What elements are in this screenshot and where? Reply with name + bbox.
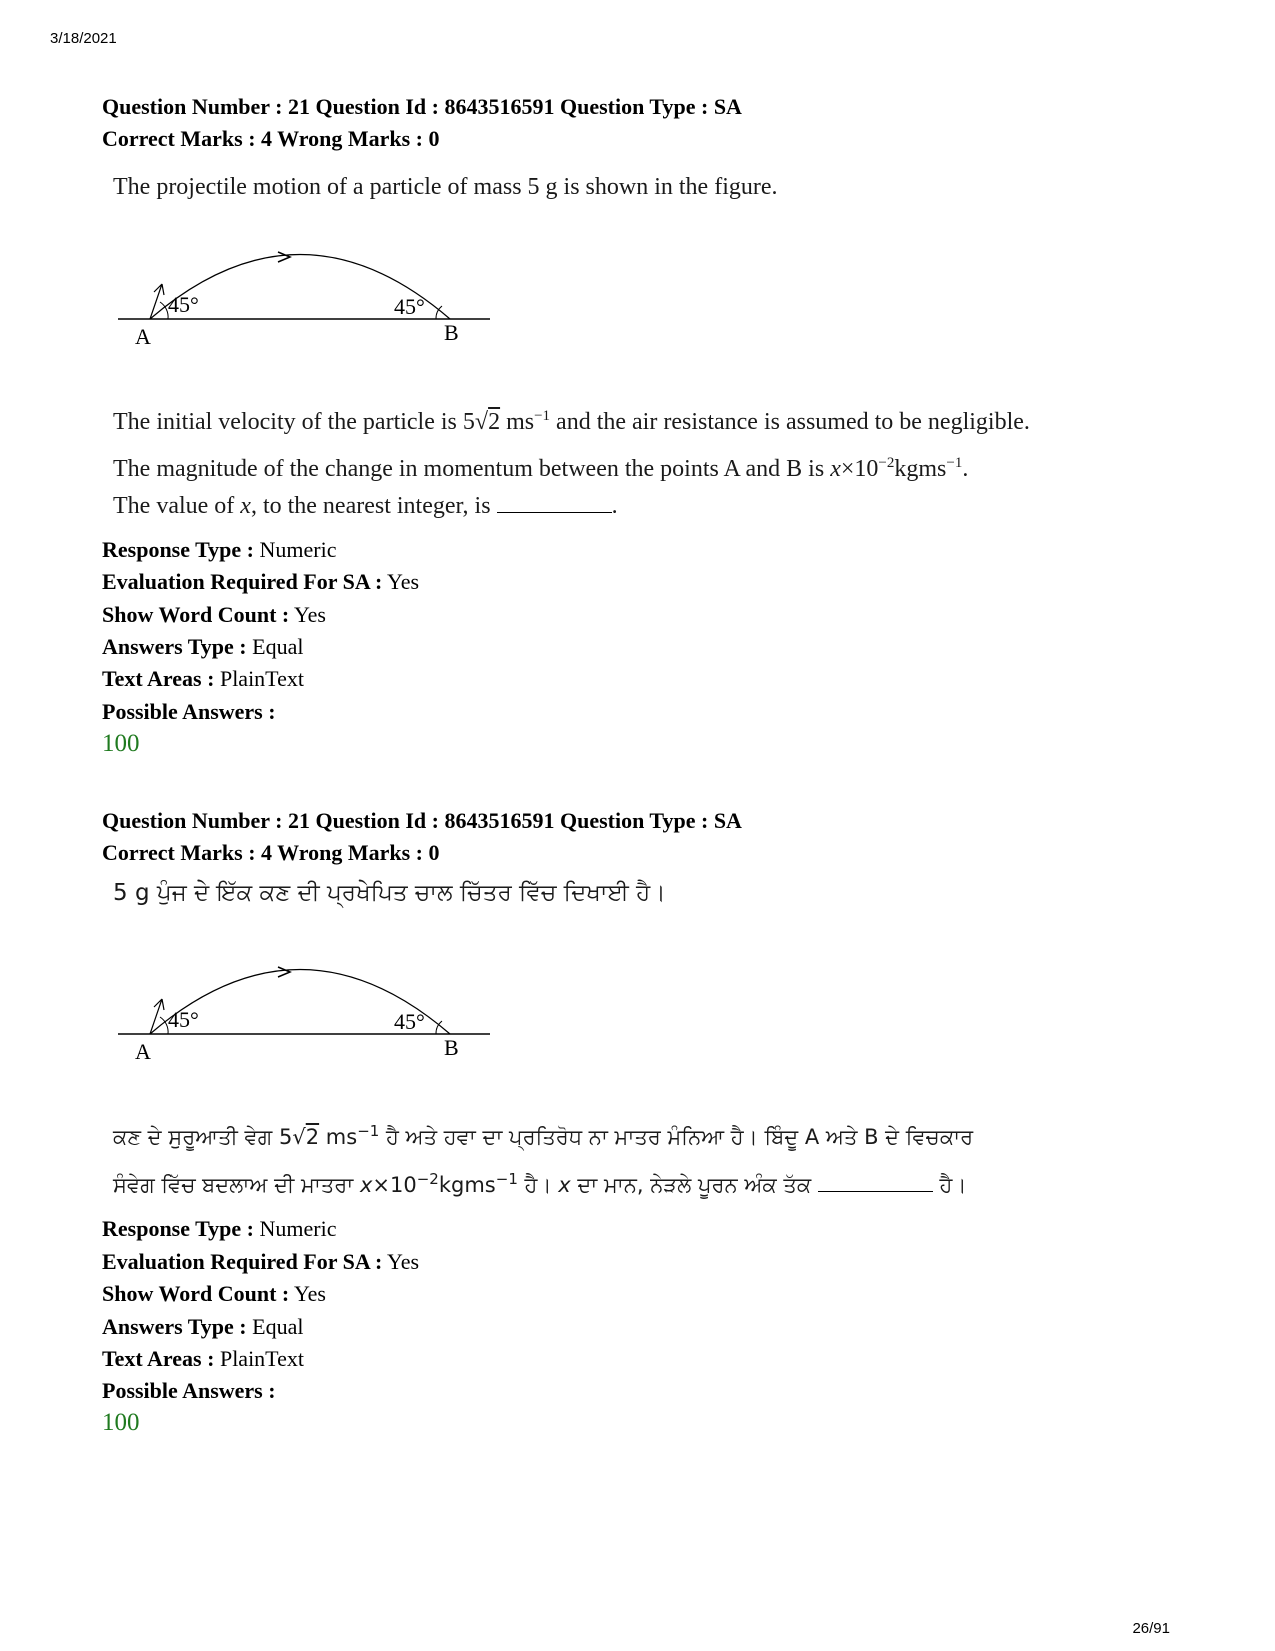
question-number: 21 (288, 808, 310, 833)
answer-blank (497, 494, 612, 513)
text-areas-line: Text Areas : PlainText (102, 666, 304, 691)
angle-b-label: 45° (394, 294, 425, 319)
page-number: 26/91 (1132, 1620, 1170, 1637)
correct-marks: 4 (261, 840, 273, 865)
question-text-line-2: The initial velocity of the particle is 5√2 $ms^{-1}$ and the air resistance is assumed to be negligible. (113, 408, 1030, 435)
possible-answers-label: Possible Answers : (102, 1378, 276, 1403)
projectile-figure (110, 955, 510, 1070)
direction-arrow-icon (278, 252, 290, 262)
correct-marks: 4 (261, 126, 273, 151)
question-id: 8643516591 (444, 808, 555, 833)
question-type: SA (713, 808, 742, 833)
wrong-marks: 0 (428, 126, 440, 151)
question-id: 8643516591 (444, 94, 555, 119)
evaluation-required-line: Evaluation Required For SA : Yes (102, 569, 420, 594)
marks-line: Correct Marks : 4 Wrong Marks : 0 (102, 840, 440, 865)
text-areas-line: Text Areas : PlainText (102, 1346, 304, 1371)
possible-answer-value: 100 (102, 1409, 140, 1436)
show-word-count-line: Show Word Count : Yes (102, 1281, 326, 1306)
question-text-line-2: ਕਣ ਦੇ ਸੁਰੂਆਤੀ ਵੇਗ 5√2 $ms^{-1}$ ਹੈ ਅਤੇ ਹਵਾ ਦਾ ਪ੍ਰਤਿਰੋਧ ਨਾ ਮਾਤਰ ਮੰਨਿਆ ਹੈ। ਬਿੰਦੂ A ਅਤੇ B ਦੇ ਵਿਚਕਾਰ (113, 1122, 974, 1149)
point-b-label: B (444, 320, 459, 345)
question-text-line-4: The value of x, to the nearest integer, is . (113, 493, 618, 519)
question-number: 21 (288, 94, 310, 119)
evaluation-required-line: Evaluation Required For SA : Yes (102, 1249, 420, 1274)
answers-type-line: Answers Type : Equal (102, 634, 304, 659)
angle-a-label: 45° (168, 292, 199, 317)
question-text-line-3: ਸੰਵੇਗ ਵਿੱਚ ਬਦਲਾਅ ਦੀ ਮਾਤਰਾ $x\times 10^{-2}kgms^{-1}$ ਹੈ। x ਦਾ ਮਾਨ, ਨੇੜਲੇ ਪੂਰਨ ਅੰਕ ਤੱਕ ਹੈ। (113, 1170, 967, 1197)
wrong-marks: 0 (428, 840, 440, 865)
possible-answers-label: Possible Answers : (102, 699, 276, 724)
question-text-line-1: 5 g ਪੁੰਜ ਦੇ ਇੱਕ ਕਣ ਦੀ ਪ੍ਰਖੇਪਿਤ ਚਾਲ ਚਿੱਤਰ ਵਿੱਚ ਦਿਖਾਈ ਹੈ। (113, 880, 666, 906)
projectile-figure (110, 240, 510, 355)
question-text-line-1: The projectile motion of a particle of mass 5 g is shown in the figure. (113, 174, 778, 200)
direction-arrow-icon (278, 967, 290, 977)
point-b-label: B (444, 1035, 459, 1060)
response-type-line: Response Type : Numeric (102, 1216, 337, 1241)
question-meta-line: Question Number : 21 Question Id : 8643516591 Question Type : SA (102, 808, 742, 833)
question-text-line-3: The magnitude of the change in momentum between the points A and B is $x\times 10^{-2}kgms^{-1}$. (113, 455, 969, 482)
answers-type-line: Answers Type : Equal (102, 1314, 304, 1339)
angle-a-label: 45° (168, 1007, 199, 1032)
angle-b-label: 45° (394, 1009, 425, 1034)
show-word-count-line: Show Word Count : Yes (102, 602, 326, 627)
point-a-label: A (135, 1039, 151, 1064)
point-a-label: A (135, 324, 151, 349)
print-date: 3/18/2021 (50, 30, 117, 47)
question-meta-line: Question Number : 21 Question Id : 8643516591 Question Type : SA (102, 94, 742, 119)
marks-line: Correct Marks : 4 Wrong Marks : 0 (102, 126, 440, 151)
answer-blank (818, 1173, 933, 1192)
possible-answer-value: 100 (102, 730, 140, 757)
response-type-line: Response Type : Numeric (102, 537, 337, 562)
question-type: SA (713, 94, 742, 119)
